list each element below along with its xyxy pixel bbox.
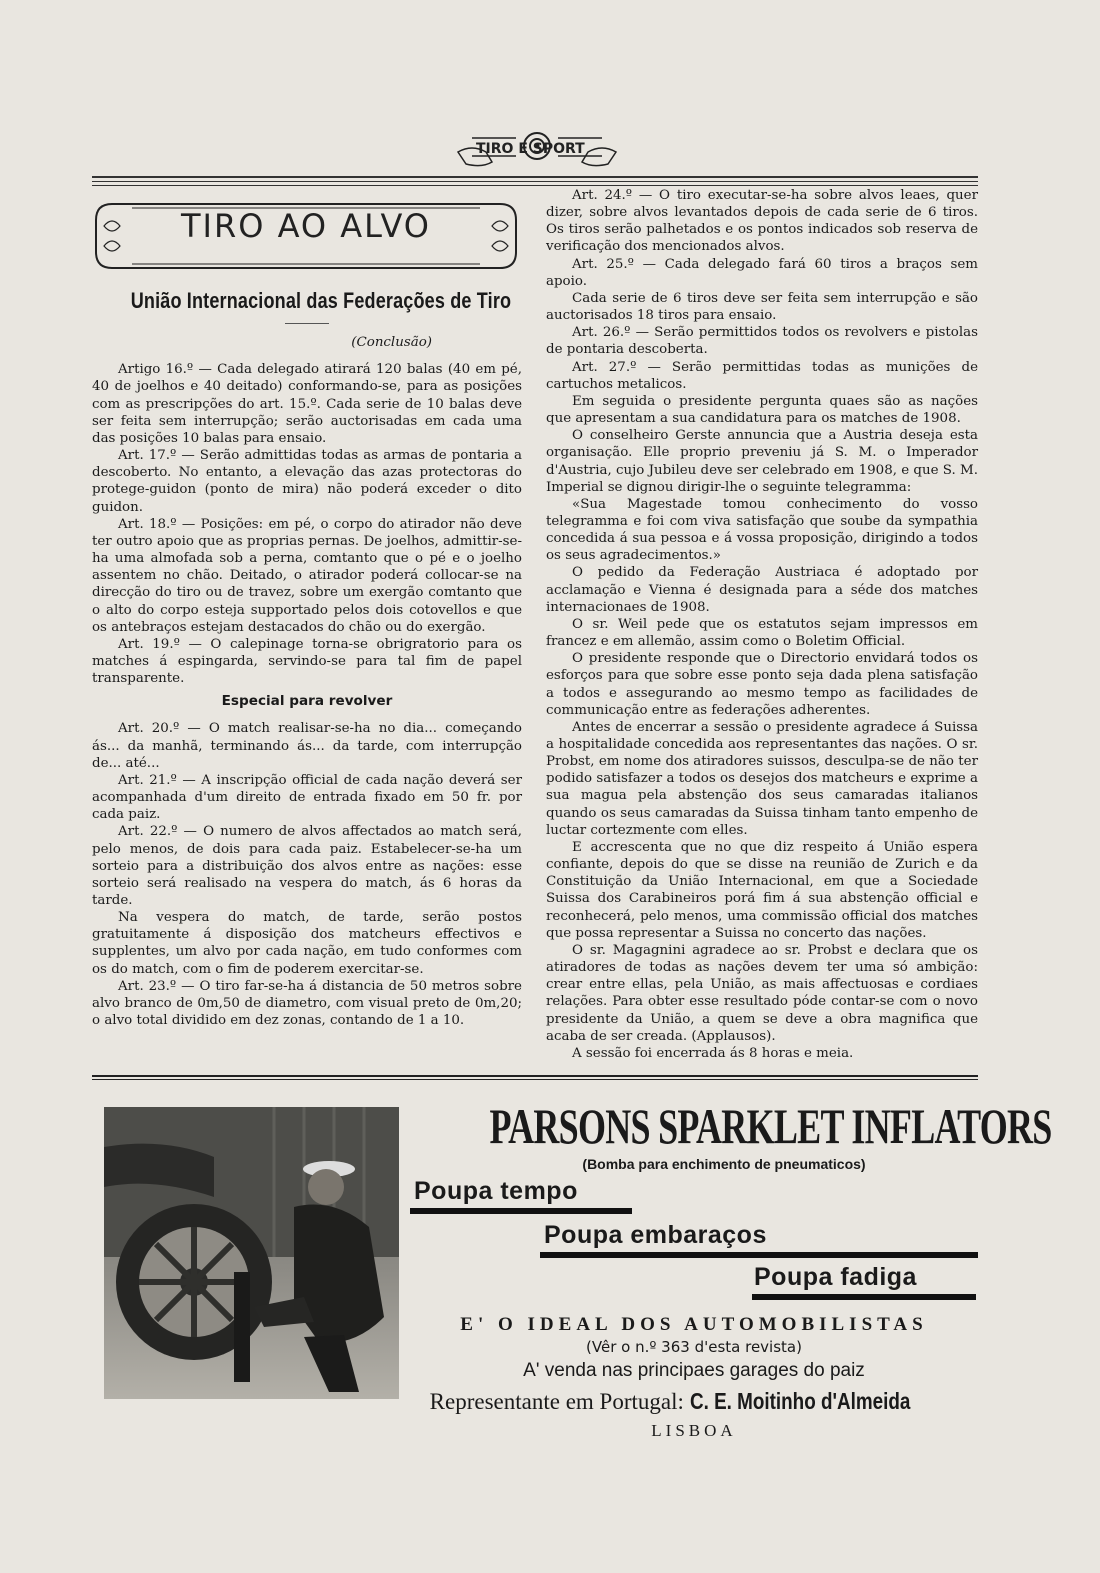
masthead-logo <box>452 124 622 172</box>
slogan-underline <box>540 1252 978 1258</box>
paragraph: Art. 17.º — Serão admittidas todas as armas de pontaria a descoberto. No entanto, a elevação das azas protectoras do protege-guidon (ponto de mira) não poderá exceder o dito guidon. <box>92 448 522 515</box>
representative-name: C. E. Moitinho d'Almeida <box>689 1388 910 1414</box>
article-title: TIRO AO ALVO <box>181 207 431 245</box>
advert-availability: A' venda nas principaes garages do paiz <box>523 1360 865 1381</box>
slogan-3: Poupa fadiga <box>754 1263 917 1291</box>
paragraph: E accrescenta que no que diz respeito á União espera confiante, depois do que se disse na reunião de Zurich e da Constituição da União Internacional, em que a Sociedade Suissa dos Carabineiros porá fim á sua abstenção official e reconhecerá, pelo menos, uma commissão official dos matches que possa representar a Suissa no concerto das nações. <box>546 839 978 941</box>
paragraph: Artigo 16.º — Cada delegado atirará 120 balas (40 em pé, 40 de joelhos e 40 deitado) conformando-se, para as posições com as prescripções do art. 15.º. Cada serie de 10 balas deve ser feita sem interrupção; serão auctorisadas em cada uma das posições 10 balas para ensaio. <box>92 362 522 446</box>
slogan-underline <box>410 1208 632 1214</box>
advert-subheadline: (Bomba para enchimento de pneumaticos) <box>582 1156 866 1172</box>
paragraph: Art. 21.º — A inscripção official de cada nação deverá ser acompanhada d'um direito de entrada fixado em 50 fr. por cada paiz. <box>92 772 522 823</box>
paragraph: O sr. Magagnini agradece ao sr. Probst e declara que os atiradores de todas as nações devem ter uma só ambição: crear entre ellas, pela União, as mais affectuosas e cordiaes relações. Para obter esse resultado póde contar-se com o novo presidente da União, a quem se deve a obra magnifica que acaba de ser creada. (Applausos). <box>546 942 978 1044</box>
masthead-text-left: TIRO E SPORT <box>476 141 585 157</box>
paragraph: O sr. Weil pede que os estatutos sejam impressos em francez e em allemão, assim como o Boletim Official. <box>546 616 978 650</box>
advert-ideal-line: E' O IDEAL DOS AUTOMOBILISTAS <box>460 1314 928 1335</box>
paragraph: Antes de encerrar a sessão o presidente agradece á Suissa a hospitalidade concedida aos representantes das nações. O sr. Probst, em nome dos atiradores suissos, desculpa-se de não ter podido satisfazer a todos os desejos dos matcheurs e exprime a sua magua pela abstenção dos seus camaradas italianos quando os seus camaradas da Suissa tinham tanto empenho de luctar cortezmente com elles. <box>546 719 978 838</box>
paragraph: Art. 19.º — O calepinage torna-se obrigratorio para os matches á espingarda, servindo-se para tal fim de papel transparente. <box>92 636 522 687</box>
paragraph: O pedido da Federação Austriaca é adoptado por acclamação e Vienna é designada para a séde dos matches internacionaes de 1908. <box>546 565 978 615</box>
paragraph: Em seguida o presidente pergunta quaes são as nações que apresentam a sua candidatura para os matches de 1908. <box>546 393 978 427</box>
paragraph: Art. 22.º — O numero de alvos affectados ao match será, pelo menos, de dois para cada paiz. Estabelecer-se-ha um sorteio para a distribuição dos alvos entre as nações: esse sorteio será realisado na vespera do match, ás 6 horas da tarde. <box>92 824 522 908</box>
paragraph: «Sua Magestade tomou conhecimento do vosso telegramma e foi com viva satisfação que soube da sympathia concedida á sua pessoa e á vossa proposição, dirigindo a todos os seus agradecimentos.» <box>546 496 978 564</box>
advert-text <box>410 1094 1052 1441</box>
advert-reference: (Vêr o n.º 363 d'esta revista) <box>586 1338 802 1356</box>
paragraph: Art. 25.º — Cada delegado fará 60 tiros a braços sem apoio. <box>546 256 978 289</box>
paragraph: Art. 23.º — O tiro far-se-ha á distancia de 50 metros sobre alvo branco de 0m,50 de diametro, com visual preto de 0m,20; o alvo total dividido em dez zonas, contando de 1 a 10. <box>92 978 522 1029</box>
advert-headline: PARSONS SPARKLET INFLATORS <box>489 1098 1052 1154</box>
divider <box>285 323 329 324</box>
paragraph: Art. 20.º — O match realisar-se-ha no dia... começando ás... da manhã, terminando ás... da tarde, com interrupção de... até... <box>92 721 522 771</box>
paragraph: O conselheiro Gerste annuncia que a Austria deseja esta organisação. Elle proprio preveniu já S. M. o Imperador d'Austria, cujo Jubileu deve ser celebrado em 1908, e que S. M. Imperial se dignou dirigir-lhe o seguinte telegramma: <box>546 428 978 495</box>
section-heading: Especial para revolver <box>221 693 393 710</box>
slogan-1: Poupa tempo <box>414 1177 578 1205</box>
paragraph: Art. 18.º — Posições: em pé, o corpo do atirador não deve ter outro apoio que as proprias pernas. De joelhos, admittir-se-ha uma almofada sob a perna, comtanto que o pé e o joelho assentem no chão. Deitado, o atirador poderá collocar-se na direcção do tiro ou de travez, sobre um exergão comtanto que o alto do corpo esteja supportado pelos dois cotovellos e que os antebraços estejam destacados do chão ou do exergão. <box>92 516 522 635</box>
paragraph: A sessão foi encerrada ás 8 horas e meia. <box>572 1045 854 1061</box>
paragraph: Art. 24.º — O tiro executar-se-ha sobre alvos leaes, quer dizer, sobre alvos levantados depois de cada serie de 6 tiros. Os tiros serão palhetados e os pontos indicados sob reserva de verificação dos mencionados alvos. <box>546 188 978 255</box>
slogan-2: Poupa embaraços <box>544 1221 767 1249</box>
article-subtitle: União Internacional das Federações de Tiro <box>130 288 512 313</box>
paragraph: Art. 26.º — Serão permittidos todos os revolvers e pistolas de pontaria descoberta. <box>546 325 978 358</box>
article-left-column <box>92 196 522 1029</box>
paragraph: Cada serie de 6 tiros deve ser feita sem interrupção e são auctorisados 18 tiros para ensaio. <box>546 290 978 324</box>
paragraph: Art. 27.º — Serão permittidas todas as munições de cartuchos metalicos. <box>546 359 978 392</box>
article-right-column <box>546 187 978 1062</box>
advert-representative <box>410 1388 978 1415</box>
title-frame <box>92 196 520 276</box>
paragraph: Na vespera do match, de tarde, serão postos gratuitamente á disposição dos matcheurs effectivos e supplentes, um alvo por cada nação, em tudo conformes com os do match, com o fim de poderem exercitar-se. <box>92 910 522 977</box>
paragraph: O presidente responde que o Directorio envidará todos os esforços para que sobre esse ponto seja dada plena satisfação a todos e assegurando ao mesmo tempo as facilidades de communicação entre as federações adherentes. <box>546 651 978 718</box>
representative-label: Representante em Portugal: <box>429 1389 684 1414</box>
advert-photo <box>104 1107 399 1399</box>
advert-separator <box>92 1075 978 1082</box>
conclusion-note: (Conclusão) <box>351 335 432 351</box>
slogan-underline <box>752 1294 976 1300</box>
advert-city: LISBOA <box>651 1421 737 1440</box>
